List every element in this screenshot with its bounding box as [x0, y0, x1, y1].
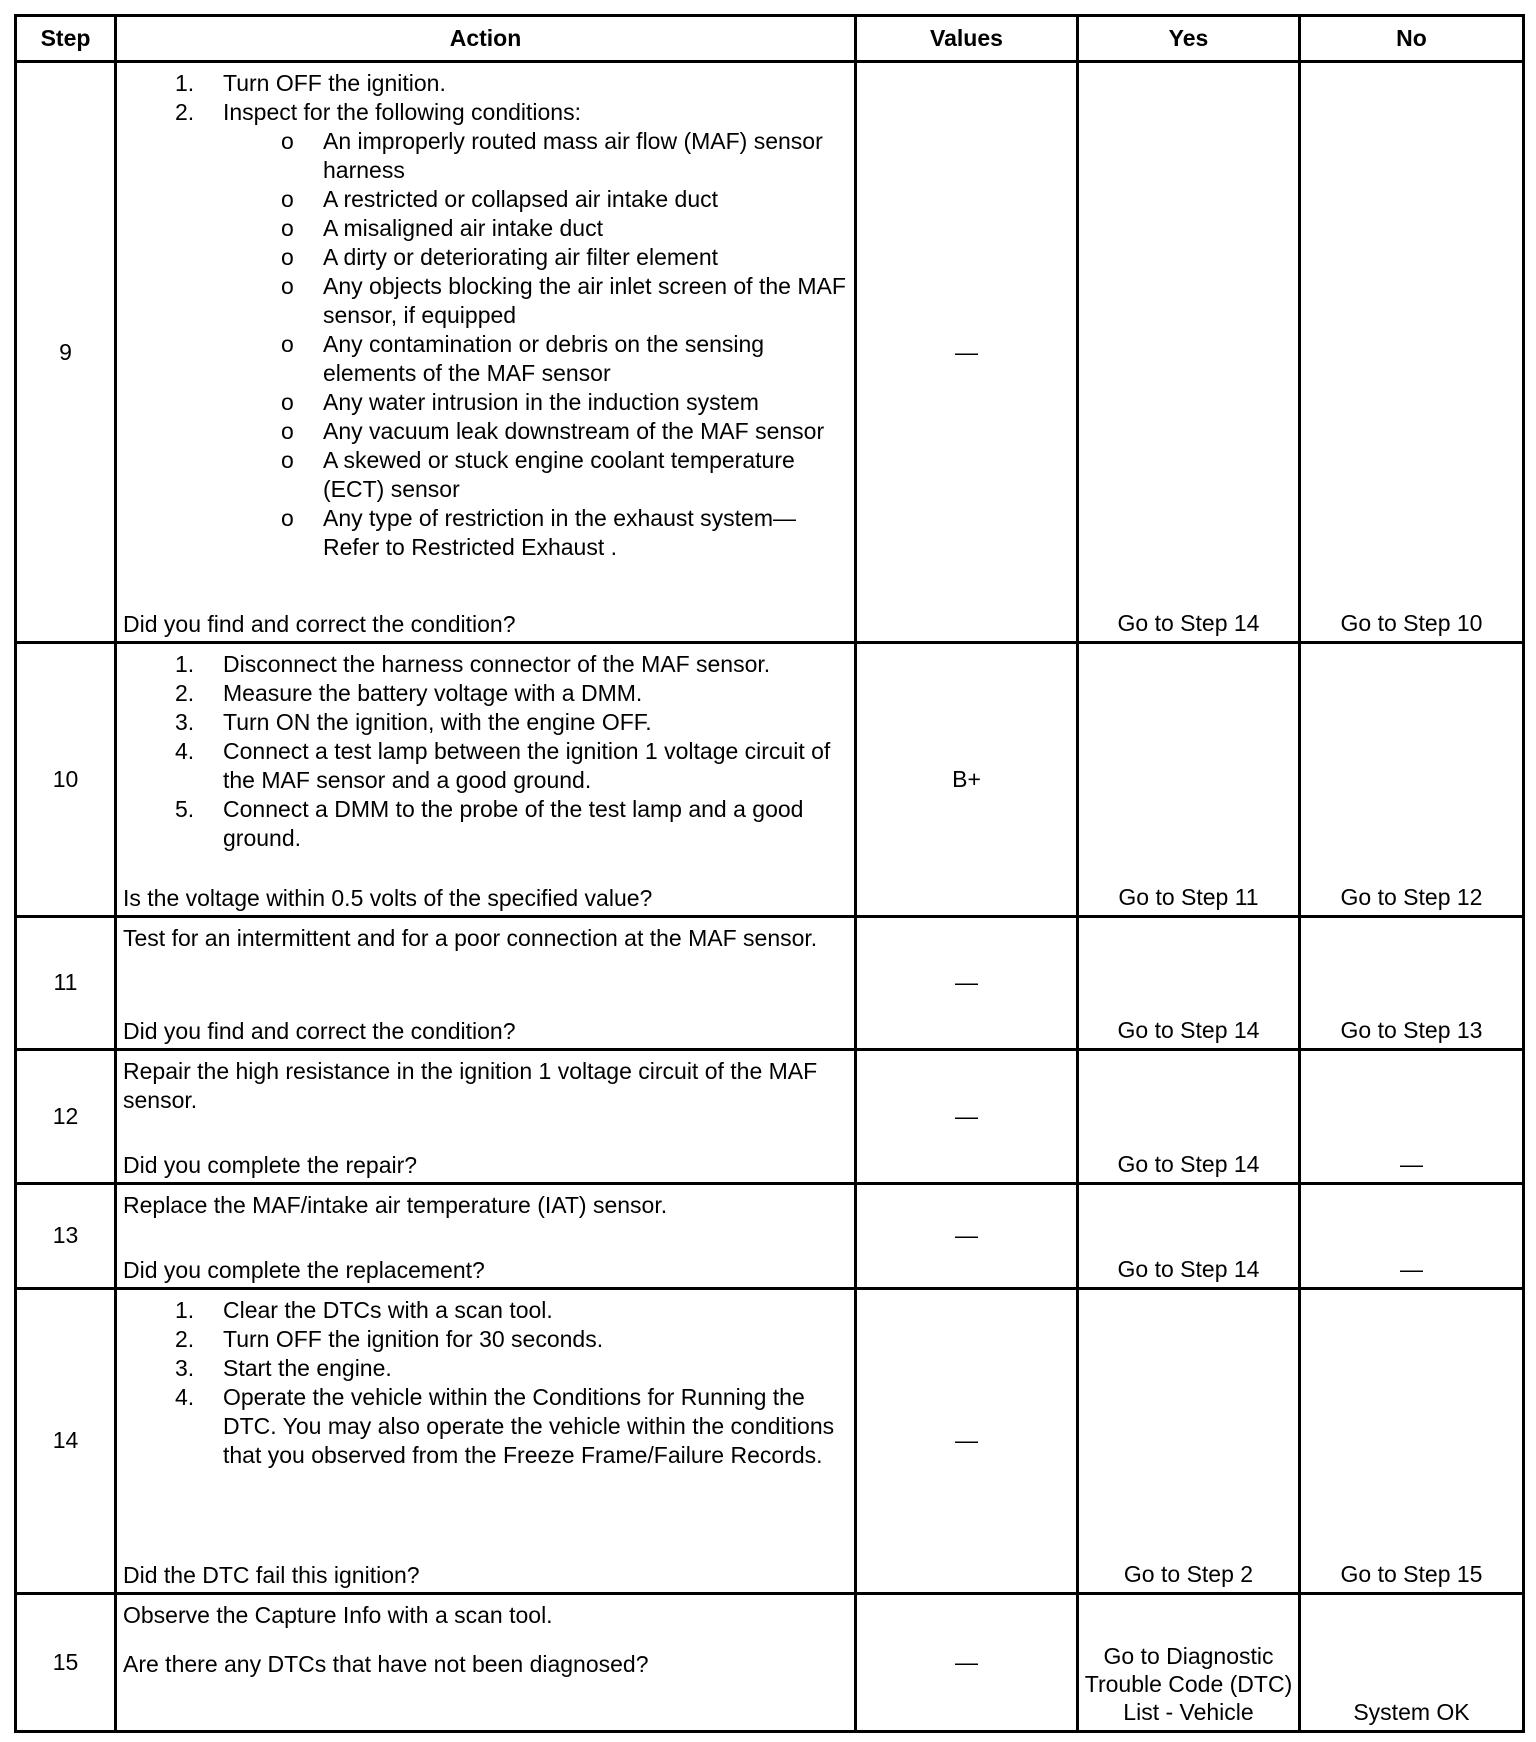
table-row [16, 916, 1524, 1049]
step-number: 12 [16, 1049, 116, 1183]
action-step [183, 98, 846, 562]
no-cell: Go to Step 12 [1300, 643, 1524, 917]
table-row [16, 1183, 1524, 1288]
value-cell: — [856, 916, 1078, 1049]
step-number: 11 [16, 916, 116, 1049]
table-row [16, 643, 1524, 917]
action-question: Did you complete the repair? [123, 1151, 418, 1178]
step-number: 15 [16, 1593, 116, 1731]
action-step: Disconnect the harness connector of the MAF sensor. [223, 651, 771, 678]
action-text: Repair the high resistance in the ignition 1 voltage circuit of the MAF sensor. [123, 1057, 818, 1113]
action-step: Start the engine. [223, 1354, 392, 1381]
action-text: Replace the MAF/intake air temperature (IAT) sensor. [123, 1191, 668, 1218]
step-number: 9 [16, 62, 116, 643]
condition-item: o Any objects blocking the air inlet screen of the MAF sensor, if equipped [263, 272, 846, 330]
condition-item: o Any water intrusion in the induction system [263, 388, 846, 417]
action-question: Is the voltage within 0.5 volts of the specified value? [123, 884, 653, 911]
action-step: Measure the battery voltage with a DMM. [223, 680, 643, 707]
step-number: 10 [16, 643, 116, 917]
no-cell: Go to Step 10 [1300, 62, 1524, 643]
action-cell [116, 1049, 856, 1183]
action-steps [123, 650, 846, 853]
yes-cell: Go to Diagnostic Trouble Code (DTC) List - Vehicle [1078, 1593, 1300, 1731]
table-row [16, 1049, 1524, 1183]
action-step: Operate the vehicle within the Conditions for Running the DTC. You may also operate the vehicle within the conditions that you observed from the Freeze Frame/Failure Records. [223, 1383, 835, 1468]
action-question: Did the DTC fail this ignition? [123, 1561, 420, 1588]
no-cell: — [1300, 1183, 1524, 1288]
step-number: 13 [16, 1183, 116, 1288]
table-row [16, 1593, 1524, 1731]
no-cell: — [1300, 1049, 1524, 1183]
yes-cell: Go to Step 14 [1078, 1049, 1300, 1183]
no-cell: Go to Step 13 [1300, 916, 1524, 1049]
no-cell: Go to Step 15 [1300, 1288, 1524, 1593]
yes-cell: Go to Step 11 [1078, 643, 1300, 917]
yes-cell: Go to Step 14 [1078, 62, 1300, 643]
action-cell [116, 1593, 856, 1731]
step-number: 14 [16, 1288, 116, 1593]
condition-item: o A misaligned air intake duct [263, 214, 846, 243]
action-text: Observe the Capture Info with a scan tool. [123, 1601, 553, 1628]
yes-cell: Go to Step 14 [1078, 1183, 1300, 1288]
action-question: Are there any DTCs that have not been diagnosed? [123, 1650, 649, 1677]
condition-item: o Any vacuum leak downstream of the MAF sensor [263, 417, 846, 446]
action-cell [116, 916, 856, 1049]
action-step: Connect a test lamp between the ignition 1 voltage circuit of the MAF sensor and a good ground. [223, 738, 831, 794]
diagnostic-table [14, 14, 1525, 1733]
value-cell: — [856, 1049, 1078, 1183]
action-steps [123, 69, 846, 562]
condition-item: o Any type of restriction in the exhaust system—Refer to Restricted Exhaust . [263, 504, 846, 562]
condition-item: o A restricted or collapsed air intake duct [263, 185, 846, 214]
action-text: Test for an intermittent and for a poor connection at the MAF sensor. [123, 924, 818, 951]
table-row [16, 62, 1524, 643]
action-cell [116, 62, 856, 643]
header-step: Step [16, 16, 116, 62]
action-step-text: Inspect for the following conditions: [223, 99, 581, 126]
header-action: Action [116, 16, 856, 62]
header-yes: Yes [1078, 16, 1300, 62]
condition-list [223, 127, 846, 562]
value-cell: — [856, 1593, 1078, 1731]
value-cell: B+ [856, 643, 1078, 917]
action-step: Turn ON the ignition, with the engine OFF. [223, 709, 652, 736]
action-step: Clear the DTCs with a scan tool. [223, 1296, 553, 1323]
condition-item: o A dirty or deteriorating air filter element [263, 243, 846, 272]
action-cell [116, 1183, 856, 1288]
no-cell: System OK [1300, 1593, 1524, 1731]
header-values: Values [856, 16, 1078, 62]
action-cell [116, 643, 856, 917]
yes-cell: Go to Step 14 [1078, 916, 1300, 1049]
action-question: Did you find and correct the condition? [123, 611, 516, 638]
table-row [16, 1288, 1524, 1593]
header-row [16, 16, 1524, 62]
action-question: Did you complete the replacement? [123, 1256, 485, 1283]
header-no: No [1300, 16, 1524, 62]
value-cell: — [856, 62, 1078, 643]
action-step: Turn OFF the ignition. [223, 70, 446, 97]
action-steps [123, 1296, 846, 1470]
action-step: Connect a DMM to the probe of the test lamp and a good ground. [223, 796, 804, 852]
action-cell [116, 1288, 856, 1593]
condition-item: o An improperly routed mass air flow (MAF) sensor harness [263, 127, 846, 185]
value-cell: — [856, 1288, 1078, 1593]
value-cell: — [856, 1183, 1078, 1288]
yes-cell: Go to Step 2 [1078, 1288, 1300, 1593]
condition-item: o Any contamination or debris on the sensing elements of the MAF sensor [263, 330, 846, 388]
condition-item: o A skewed or stuck engine coolant temperature (ECT) sensor [263, 446, 846, 504]
action-step: Turn OFF the ignition for 30 seconds. [223, 1325, 604, 1352]
action-question: Did you find and correct the condition? [123, 1017, 516, 1044]
